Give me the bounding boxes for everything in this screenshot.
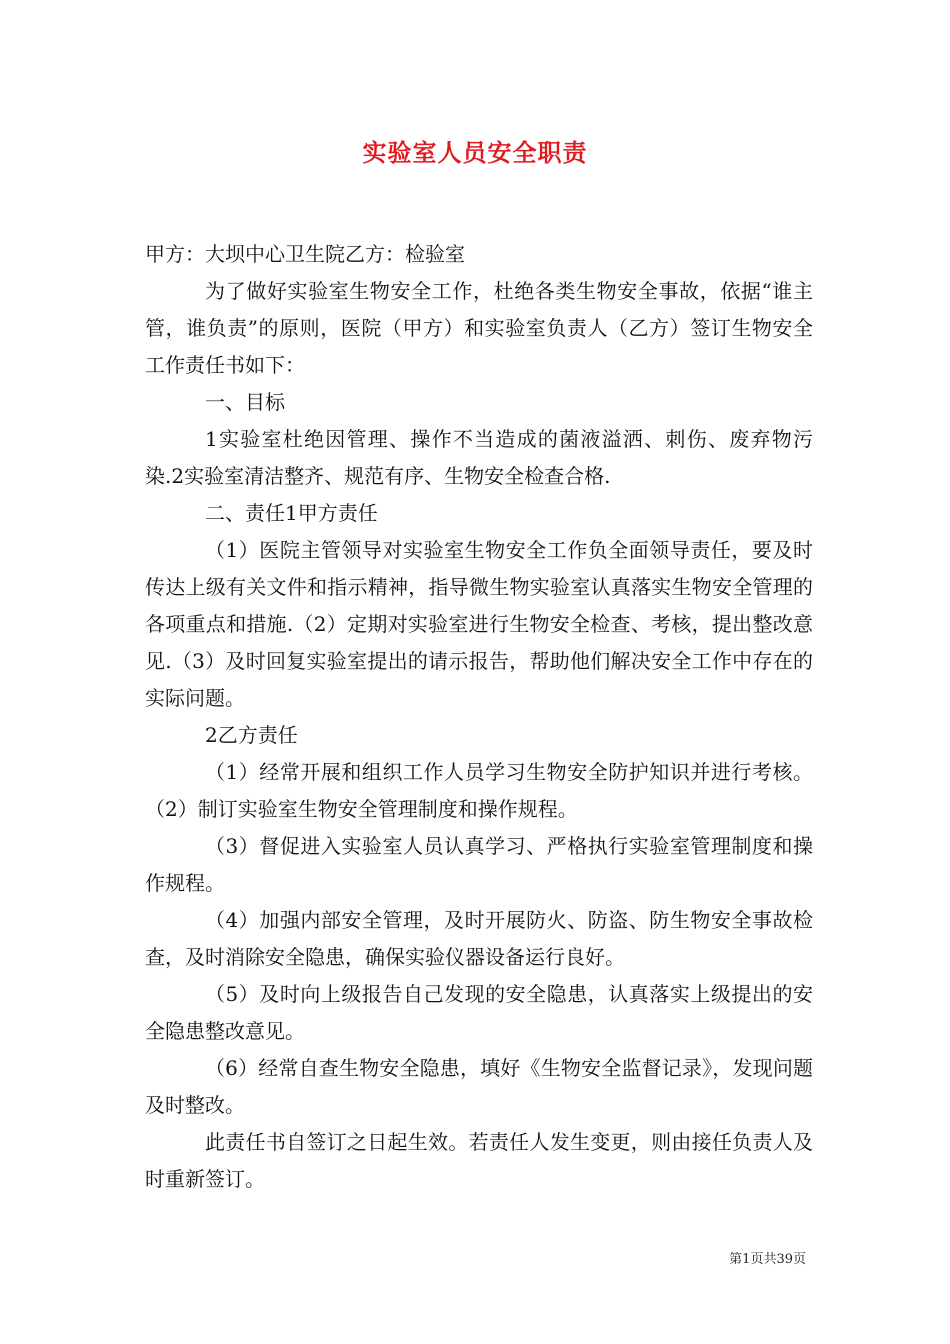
- effective-clause: 此责任书自签订之日起生效。若责任人发生变更，则由接任负责人及时重新签订。: [145, 1130, 813, 1191]
- party-b-item-3: （3）督促进入实验室人员认真学习、严格执行实验室管理制度和操作规程。: [145, 834, 813, 895]
- page-number: 第1页共39页: [729, 1252, 806, 1267]
- section-heading-responsibility: 二、责任1甲方责任: [205, 501, 378, 525]
- document-body: [145, 236, 813, 1198]
- document-title: 实验室人员安全职责: [362, 138, 588, 167]
- section-heading-goals: 一、目标: [205, 390, 285, 414]
- party-b-item-1: （1）经常开展和组织工作人员学习生物安全防护知识并进行考核。（2）制订实验室生物安全管理制度和操作规程。: [145, 760, 813, 821]
- parties-line: 甲方：大坝中心卫生院乙方：检验室: [145, 242, 465, 266]
- party-b-item-5: （5）及时向上级报告自己发现的安全隐患，认真落实上级提出的安全隐患整改意见。: [145, 982, 813, 1043]
- goals-paragraph: 1实验室杜绝因管理、操作不当造成的菌液溢洒、刺伤、废弃物污染.2实验室清洁整齐、规范有序、生物安全检查合格.: [145, 427, 813, 488]
- party-b-heading: 2乙方责任: [205, 723, 298, 747]
- intro-paragraph: 为了做好实验室生物安全工作，杜绝各类生物安全事故，依据“谁主管，谁负责”的原则，医院（甲方）和实验室负责人（乙方）签订生物安全工作责任书如下：: [145, 279, 813, 377]
- party-b-item-6: （6）经常自查生物安全隐患，填好《生物安全监督记录》，发现问题及时整改。: [145, 1056, 813, 1117]
- party-a-paragraph: （1）医院主管领导对实验室生物安全工作负全面领导责任，要及时传达上级有关文件和指示精神，指导微生物实验室认真落实生物安全管理的各项重点和措施.（2）定期对实验室进行生物安全检查、考核，提出整改意见.（3）及时回复实验室提出的请示报告，帮助他们解决安全工作中存在的实际问题。: [145, 538, 813, 710]
- party-b-item-4: （4）加强内部安全管理，及时开展防火、防盗、防生物安全事故检查，及时消除安全隐患，确保实验仪器设备运行良好。: [145, 908, 813, 969]
